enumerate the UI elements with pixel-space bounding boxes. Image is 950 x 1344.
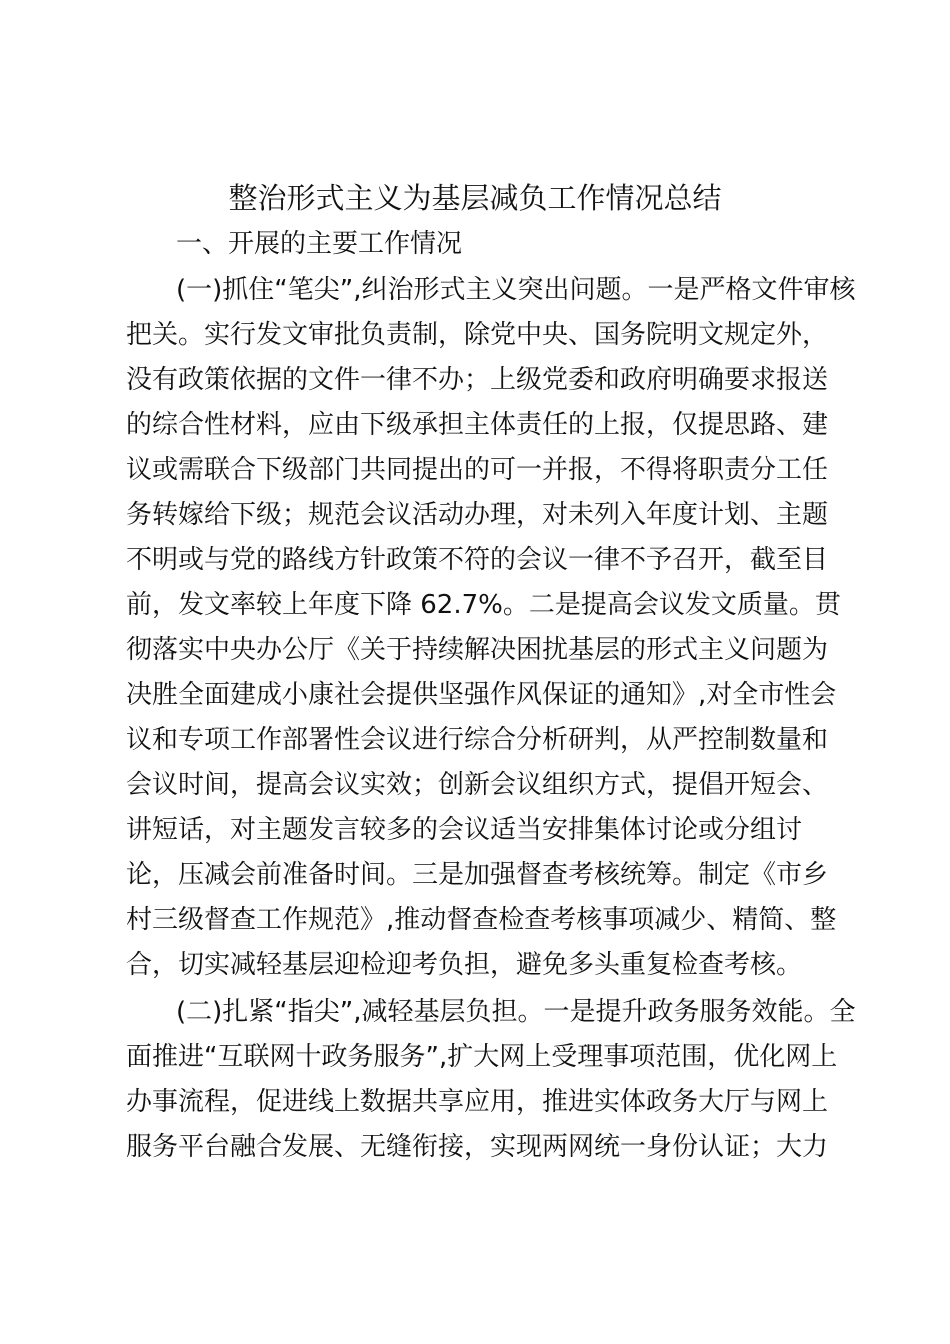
paragraph-line: 前，发文率较上年度下降 62.7%。二是提高会议发文质量。贯: [126, 590, 841, 620]
paragraph-line: (二)扎紧“指尖”,减轻基层负担。一是提升政务服务效能。全: [176, 997, 856, 1027]
paragraph-line: 面推进“互联网十政务服务”,扩大网上受理事项范围，优化网上: [126, 1042, 838, 1072]
paragraph-line: 的综合性材料，应由下级承担主体责任的上报，仅提思路、建: [126, 410, 829, 440]
paragraph-line: 合，切实减轻基层迎检迎考负担，避免多头重复检查考核。: [126, 950, 803, 980]
paragraph-line: 论，压减会前准备时间。三是加强督查考核统筹。制定《市乡: [126, 860, 829, 890]
paragraph-line: 村三级督查工作规范》,推动督查检查考核事项减少、精简、整: [126, 905, 837, 935]
paragraph-line: 彻落实中央办公厅《关于持续解决困扰基层的形式主义问题为: [126, 635, 829, 665]
paragraph-line: 没有政策依据的文件一律不办；上级党委和政府明确要求报送: [126, 365, 829, 395]
document-title: 整治形式主义为基层减负工作情况总结: [228, 181, 722, 215]
paragraph-line: 务转嫁给下级；规范会议活动办理，对未列入年度计划、主题: [126, 500, 829, 530]
paragraph-line: 不明或与党的路线方针政策不符的会议一律不予召开，截至目: [126, 545, 829, 575]
paragraph-line: 服务平台融合发展、无缝衔接，实现两网统一身份认证；大力: [126, 1132, 829, 1162]
paragraph-line: 把关。实行发文审批负责制，除党中央、国务院明文规定外，: [126, 320, 829, 350]
paragraph-line: 议和专项工作部署性会议进行综合分析研判，从严控制数量和: [126, 725, 829, 755]
paragraph-line: (一)抓住“笔尖”,纠治形式主义突出问题。一是严格文件审核: [176, 275, 856, 305]
paragraph-line: 讲短话，对主题发言较多的会议适当安排集体讨论或分组讨: [126, 815, 803, 845]
paragraph-line: 决胜全面建成小康社会提供坚强作风保证的通知》,对全市性会: [126, 680, 837, 710]
paragraph-line: 议或需联合下级部门共同提出的可一并报，不得将职责分工任: [126, 455, 829, 485]
paragraph-line: 办事流程，促进线上数据共享应用，推进实体政务大厅与网上: [126, 1087, 829, 1117]
paragraph-line: 会议时间，提高会议实效；创新会议组织方式，提倡开短会、: [126, 770, 829, 800]
section-heading: 一、开展的主要工作情况: [176, 229, 463, 259]
